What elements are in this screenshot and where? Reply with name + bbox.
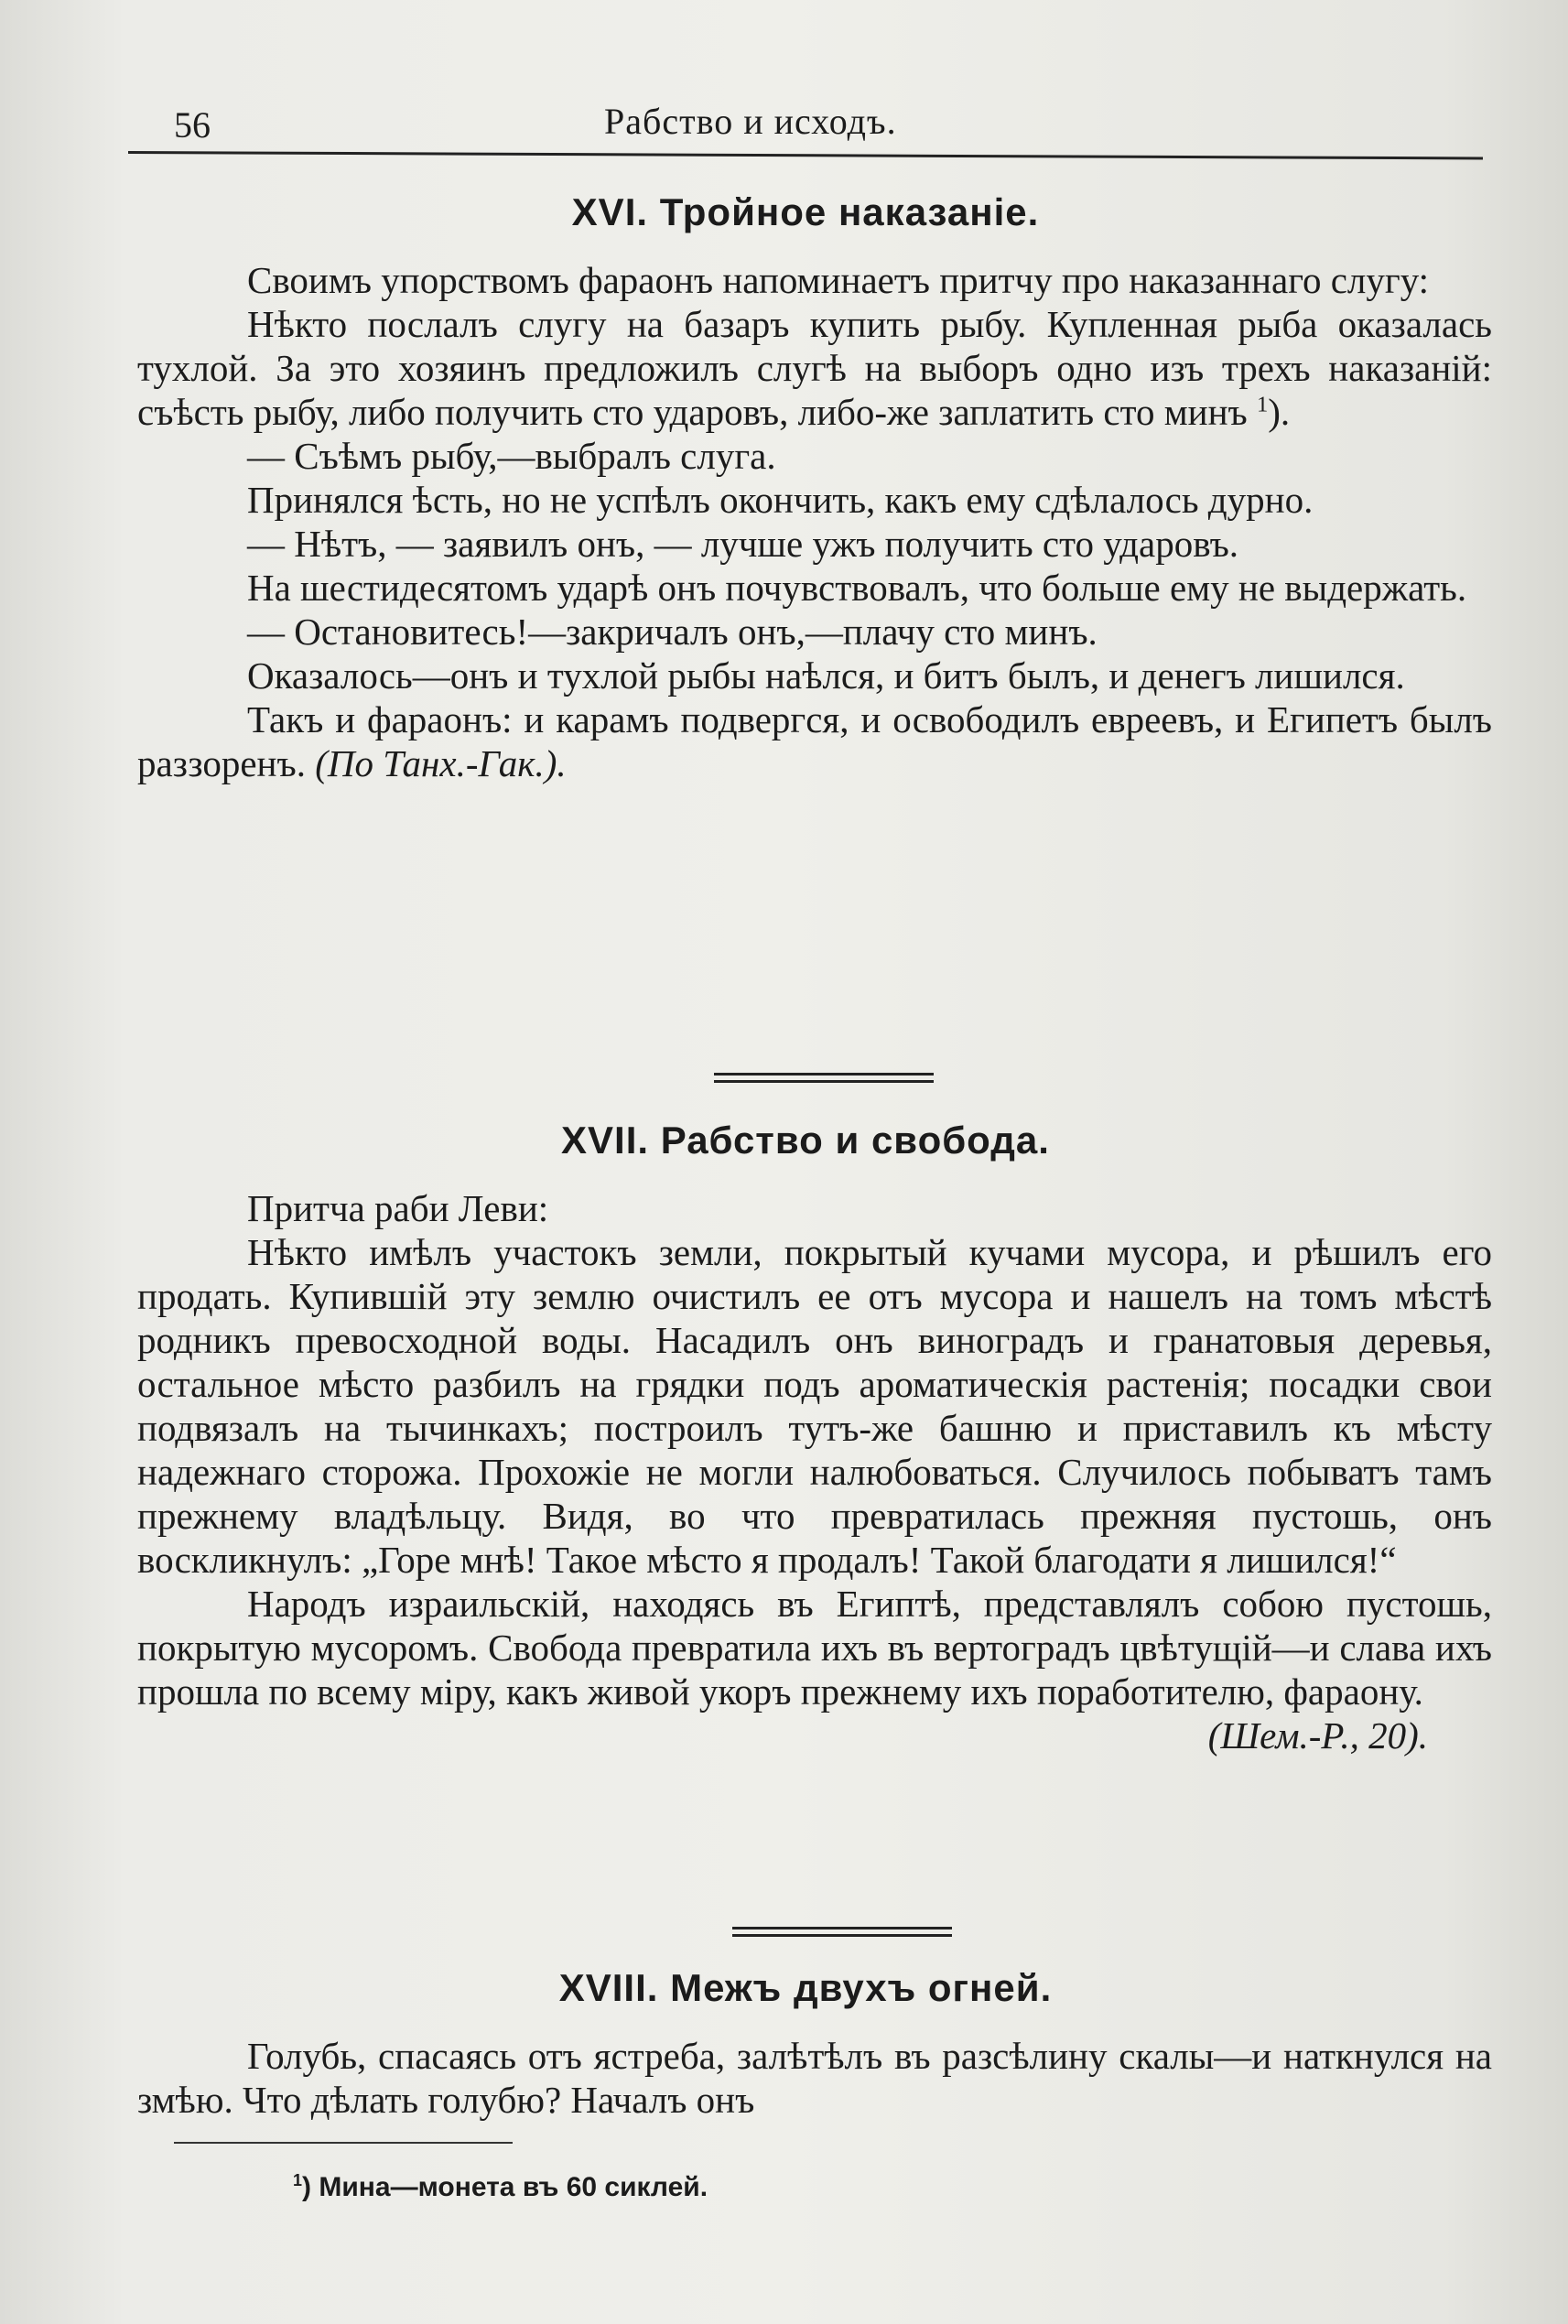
section-16-paragraph-7: — Остановитесь!—закричалъ онъ,—плачу сто минъ. — [247, 611, 1098, 653]
section-17-paragraph-3: Народъ израильскій, находясь въ Египтѣ, представлялъ собою пустошь, покрытую мусоромъ. Свобода превратила ихъ въ вертоградъ цвѣтущій—и слава ихъ прошла по всему міру, какъ живой укоръ прежнему ихъ поработителю, фараону. — [137, 1583, 1492, 1713]
section-16-paragraph-2 — [137, 302, 1492, 434]
section-17-citation: (Шем.-Р., 20). — [1207, 1714, 1428, 1757]
section-17-heading: XVII. Рабство и свобода. — [561, 1119, 1050, 1162]
section-16-paragraph-2-end: ). — [1268, 391, 1291, 433]
section-18-paragraph-1: Голубь, спасаясь отъ ястреба, залѣтѣлъ въ разсѣлину скалы—и наткнулся на змѣю. Что дѣлать голубю? Началъ онъ — [137, 2035, 1492, 2121]
section-16-paragraph-6: На шестидесятомъ ударѣ онъ почувствовалъ, что больше ему не выдержать. — [247, 567, 1467, 609]
section-18-heading: XVIII. Межъ двухъ огней. — [558, 1966, 1053, 2009]
section-17-paragraph-2: Нѣкто имѣлъ участокъ земли, покрытый кучами мусора, и рѣшилъ его продать. Купившій эту землю очистилъ ее отъ мусора и нашелъ на томъ мѣстѣ родникъ превосходной воды. Насадилъ онъ виноградъ и гранатовыя деревья, остальное мѣсто разбилъ на грядки подъ ароматическія растенія; посадки свои подвязалъ на тычинкахъ; построилъ тутъ-же башню и приставилъ къ мѣсту надежнаго сторожа. Прохожіе не могли налюбоваться. Случилось побыватъ тамъ прежнему владѣльцу. Видя, во что превратилась прежняя пустошь, онъ воскликнулъ: „Горе мнѣ! Такое мѣсто я продалъ! Такой благодати я лишился!“ — [137, 1231, 1492, 1581]
section-16-paragraph-9-text: Такъ и фараонъ: и карамъ подвергся, и освободилъ евреевъ, и Египетъ былъ раззоренъ. — [137, 698, 1492, 784]
section-17-paragraph-1: Притча раби Леви: — [247, 1187, 549, 1229]
section-18-body — [137, 2034, 1492, 2122]
footnote-text: ) Мина—монета въ 60 сиклей. — [302, 2172, 708, 2202]
section-16-paragraph-1: Своимъ упорствомъ фараонъ напоминаетъ притчу про наказаннаго слугу: — [247, 259, 1430, 301]
section-divider-1 — [714, 1073, 934, 1084]
footnote-mark: 1 — [293, 2171, 303, 2189]
footnote-reference: 1 — [1256, 392, 1269, 417]
section-16-paragraph-8: Оказалось—онъ и тухлой рыбы наѣлся, и битъ былъ, и денегъ лишился. — [247, 654, 1405, 697]
section-16-paragraph-2-text: Нѣкто послалъ слугу на базаръ купить рыбу. Купленная рыба оказалась тухлой. За это хозяинъ предложилъ слугѣ на выборъ одно изъ трехъ наказаній: съѣсть рыбу, либо получить сто ударовъ, либо-же заплатить сто минъ — [137, 303, 1492, 433]
section-17-body — [137, 1186, 1492, 1757]
section-16-paragraph-5: — Нѣтъ, — заявилъ онъ, — лучше ужъ получить сто ударовъ. — [247, 523, 1239, 565]
section-16-paragraph-9 — [137, 697, 1492, 785]
header-rule — [128, 151, 1483, 159]
footnote — [293, 2172, 708, 2203]
footnote-rule — [174, 2142, 513, 2144]
section-divider-2 — [732, 1927, 952, 1938]
section-16-body — [137, 258, 1492, 785]
section-16-paragraph-3: — Съѣмъ рыбу,—выбралъ слуга. — [247, 435, 776, 477]
page-number: 56 — [174, 104, 211, 146]
section-16-citation: (По Танх.-Гак.). — [315, 742, 567, 784]
running-title: Рабство и исходъ. — [604, 101, 897, 142]
page-header — [128, 96, 1483, 151]
section-16-paragraph-4: Принялся ѣсть, но не успѣлъ окончить, какъ ему сдѣлалось дурно. — [247, 479, 1314, 521]
section-16-heading: XVI. Тройное наказаніе. — [571, 190, 1040, 233]
